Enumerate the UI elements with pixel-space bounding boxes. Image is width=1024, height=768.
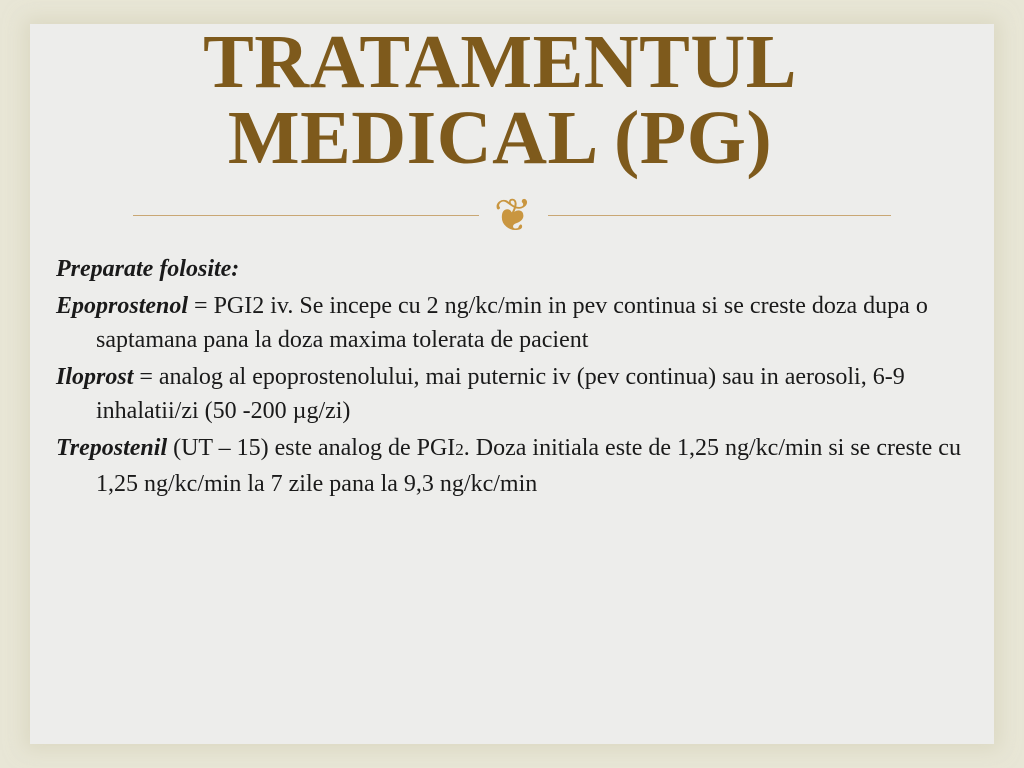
term-iloprost: Iloprost <box>56 364 134 390</box>
description-trepostenil-part2: . Doza initiala este de 1,25 ng/kc/min si se creste cu 1,25 ng/kc/min la 7 zile pana la 9,3 ng/kc/min <box>96 435 961 497</box>
list-item-trepostenil <box>56 431 976 501</box>
description-epoprostenol: PGI2 iv. Se incepe cu 2 ng/kc/min in pev continua si se creste doza dupa o saptamana pana la doza maxima tolerata de pacient <box>96 293 928 353</box>
separator: = <box>133 364 159 390</box>
title-line-1: TRATAMENTUL <box>203 20 797 104</box>
divider-line-left <box>133 215 479 216</box>
separator: = <box>188 293 214 319</box>
subscript-2: 2 <box>455 440 464 459</box>
slide-body <box>56 252 976 504</box>
title-line-2: MEDICAL (PG) <box>227 96 773 180</box>
heading-text: Preparate folosite: <box>56 256 240 282</box>
description-trepostenil-part1: (UT – 15) este analog de PGI <box>167 435 456 461</box>
divider-line-right <box>548 215 891 216</box>
term-trepostenil: Trepostenil <box>56 435 168 461</box>
list-item-epoprostenol <box>56 289 976 357</box>
list-item-iloprost <box>56 360 976 428</box>
term-epoprostenol: Epoprostenol <box>56 293 189 319</box>
body-heading <box>56 252 976 286</box>
slide-title <box>0 20 1000 180</box>
swirl-ornament-icon: ❦ <box>493 188 533 242</box>
description-iloprost: analog al epoprostenolului, mai puternic iv (pev continua) sau in aerosoli, 6-9 inhalatii/zi (50 -200 µg/zi) <box>96 364 905 424</box>
